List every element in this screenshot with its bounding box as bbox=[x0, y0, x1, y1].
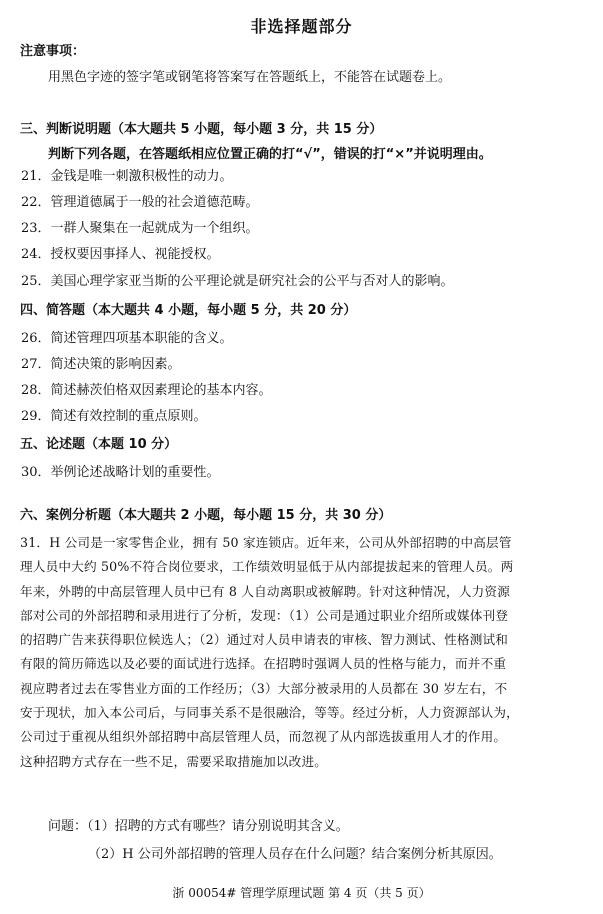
case-line: 有限的简历筛选以及必要的面试进行选择。在招聘时强调人员的性格与能力，而并不重 bbox=[20, 656, 507, 672]
question-24: 24．授权要因事择人、视能授权。 bbox=[21, 247, 220, 262]
case-line: 视应聘者过去在零售业方面的工作经历；（3）大部分被录用的人员都在 30 岁左右，不 bbox=[20, 680, 508, 696]
question-27: 27．简述决策的影响因素。 bbox=[21, 357, 181, 372]
question-23: 23．一群人聚集在一起就成为一个组织。 bbox=[21, 221, 259, 236]
section-6-heading: 六、案例分析题（本大题共 2 小题，每小题 15 分，共 30 分） bbox=[20, 508, 392, 523]
question-25: 25．美国心理学家亚当斯的公平理论就是研究社会的公平与否对人的影响。 bbox=[21, 274, 454, 289]
case-line: 31．H 公司是一家零售企业，拥有 50 家连锁店。近年来，公司从外部招聘的中高层管 bbox=[20, 535, 512, 550]
case-line: 公司过于重视从组织外部招聘中高层管理人员，而忽视了从内部选拔重用人才的作用。 bbox=[20, 729, 507, 745]
question-29: 29．简述有效控制的重点原则。 bbox=[21, 409, 207, 424]
question-22: 22．管理道德属于一般的社会道德范畴。 bbox=[21, 195, 259, 210]
case-line: 安于现状，加入本公司后，与同事关系不是很融洽，等等。经过分析，人力资源部认为， bbox=[20, 705, 519, 721]
section-4-heading: 四、简答题（本大题共 4 小题，每小题 5 分，共 20 分） bbox=[20, 303, 357, 318]
page-title: 非选择题部分 bbox=[250, 17, 353, 36]
case-line: 年来，外聘的中高层管理人员中已有 8 人自动离职或被解聘。针对这种情况，人力资源 bbox=[20, 583, 510, 599]
notes-text: 用黑色字迹的签字笔或钢笔将答案写在答题纸上，不能答在试题卷上。 bbox=[48, 70, 452, 85]
case-line: 这种招聘方式存在一些不足，需要采取措施加以改进。 bbox=[20, 753, 328, 769]
question-28: 28．简述赫茨伯格双因素理论的基本内容。 bbox=[21, 383, 272, 398]
question-21: 21．金钱是唯一刺激积极性的动力。 bbox=[21, 169, 233, 184]
section-3-heading: 三、判断说明题（本大题共 5 小题，每小题 3 分，共 15 分） bbox=[20, 122, 383, 137]
section-5-heading: 五、论述题（本题 10 分） bbox=[20, 437, 178, 452]
section-3-instruction: 判断下列各题，在答题纸相应位置正确的打“√”，错误的打“×”并说明理由。 bbox=[48, 147, 492, 162]
case-line: 理人员中大约 50%不符合岗位要求，工作绩效明显低于从内部提拔起来的管理人员。两 bbox=[20, 559, 514, 575]
case-text bbox=[20, 531, 588, 774]
page-footer: 浙 00054# 管理学原理试题 第 4 页（共 5 页） bbox=[172, 886, 431, 900]
case-line: 的招聘广告来获得职位候选人；（2）通过对人员申请表的审核、智力测试、性格测试和 bbox=[20, 632, 509, 648]
case-line: 部对公司的外部招聘和录用进行了分析，发现：（1）公司是通过职业介绍所或媒体刊登 bbox=[20, 607, 509, 623]
notes-label: 注意事项： bbox=[20, 44, 86, 59]
case-question-1: 问题：（1）招聘的方式有哪些？请分别说明其含义。 bbox=[48, 819, 349, 834]
question-30: 30．举例论述战略计划的重要性。 bbox=[21, 465, 220, 480]
question-26: 26．简述管理四项基本职能的含义。 bbox=[21, 331, 233, 346]
case-question-2: （2）H 公司外部招聘的管理人员存在什么问题？结合案例分析其原因。 bbox=[88, 847, 502, 862]
